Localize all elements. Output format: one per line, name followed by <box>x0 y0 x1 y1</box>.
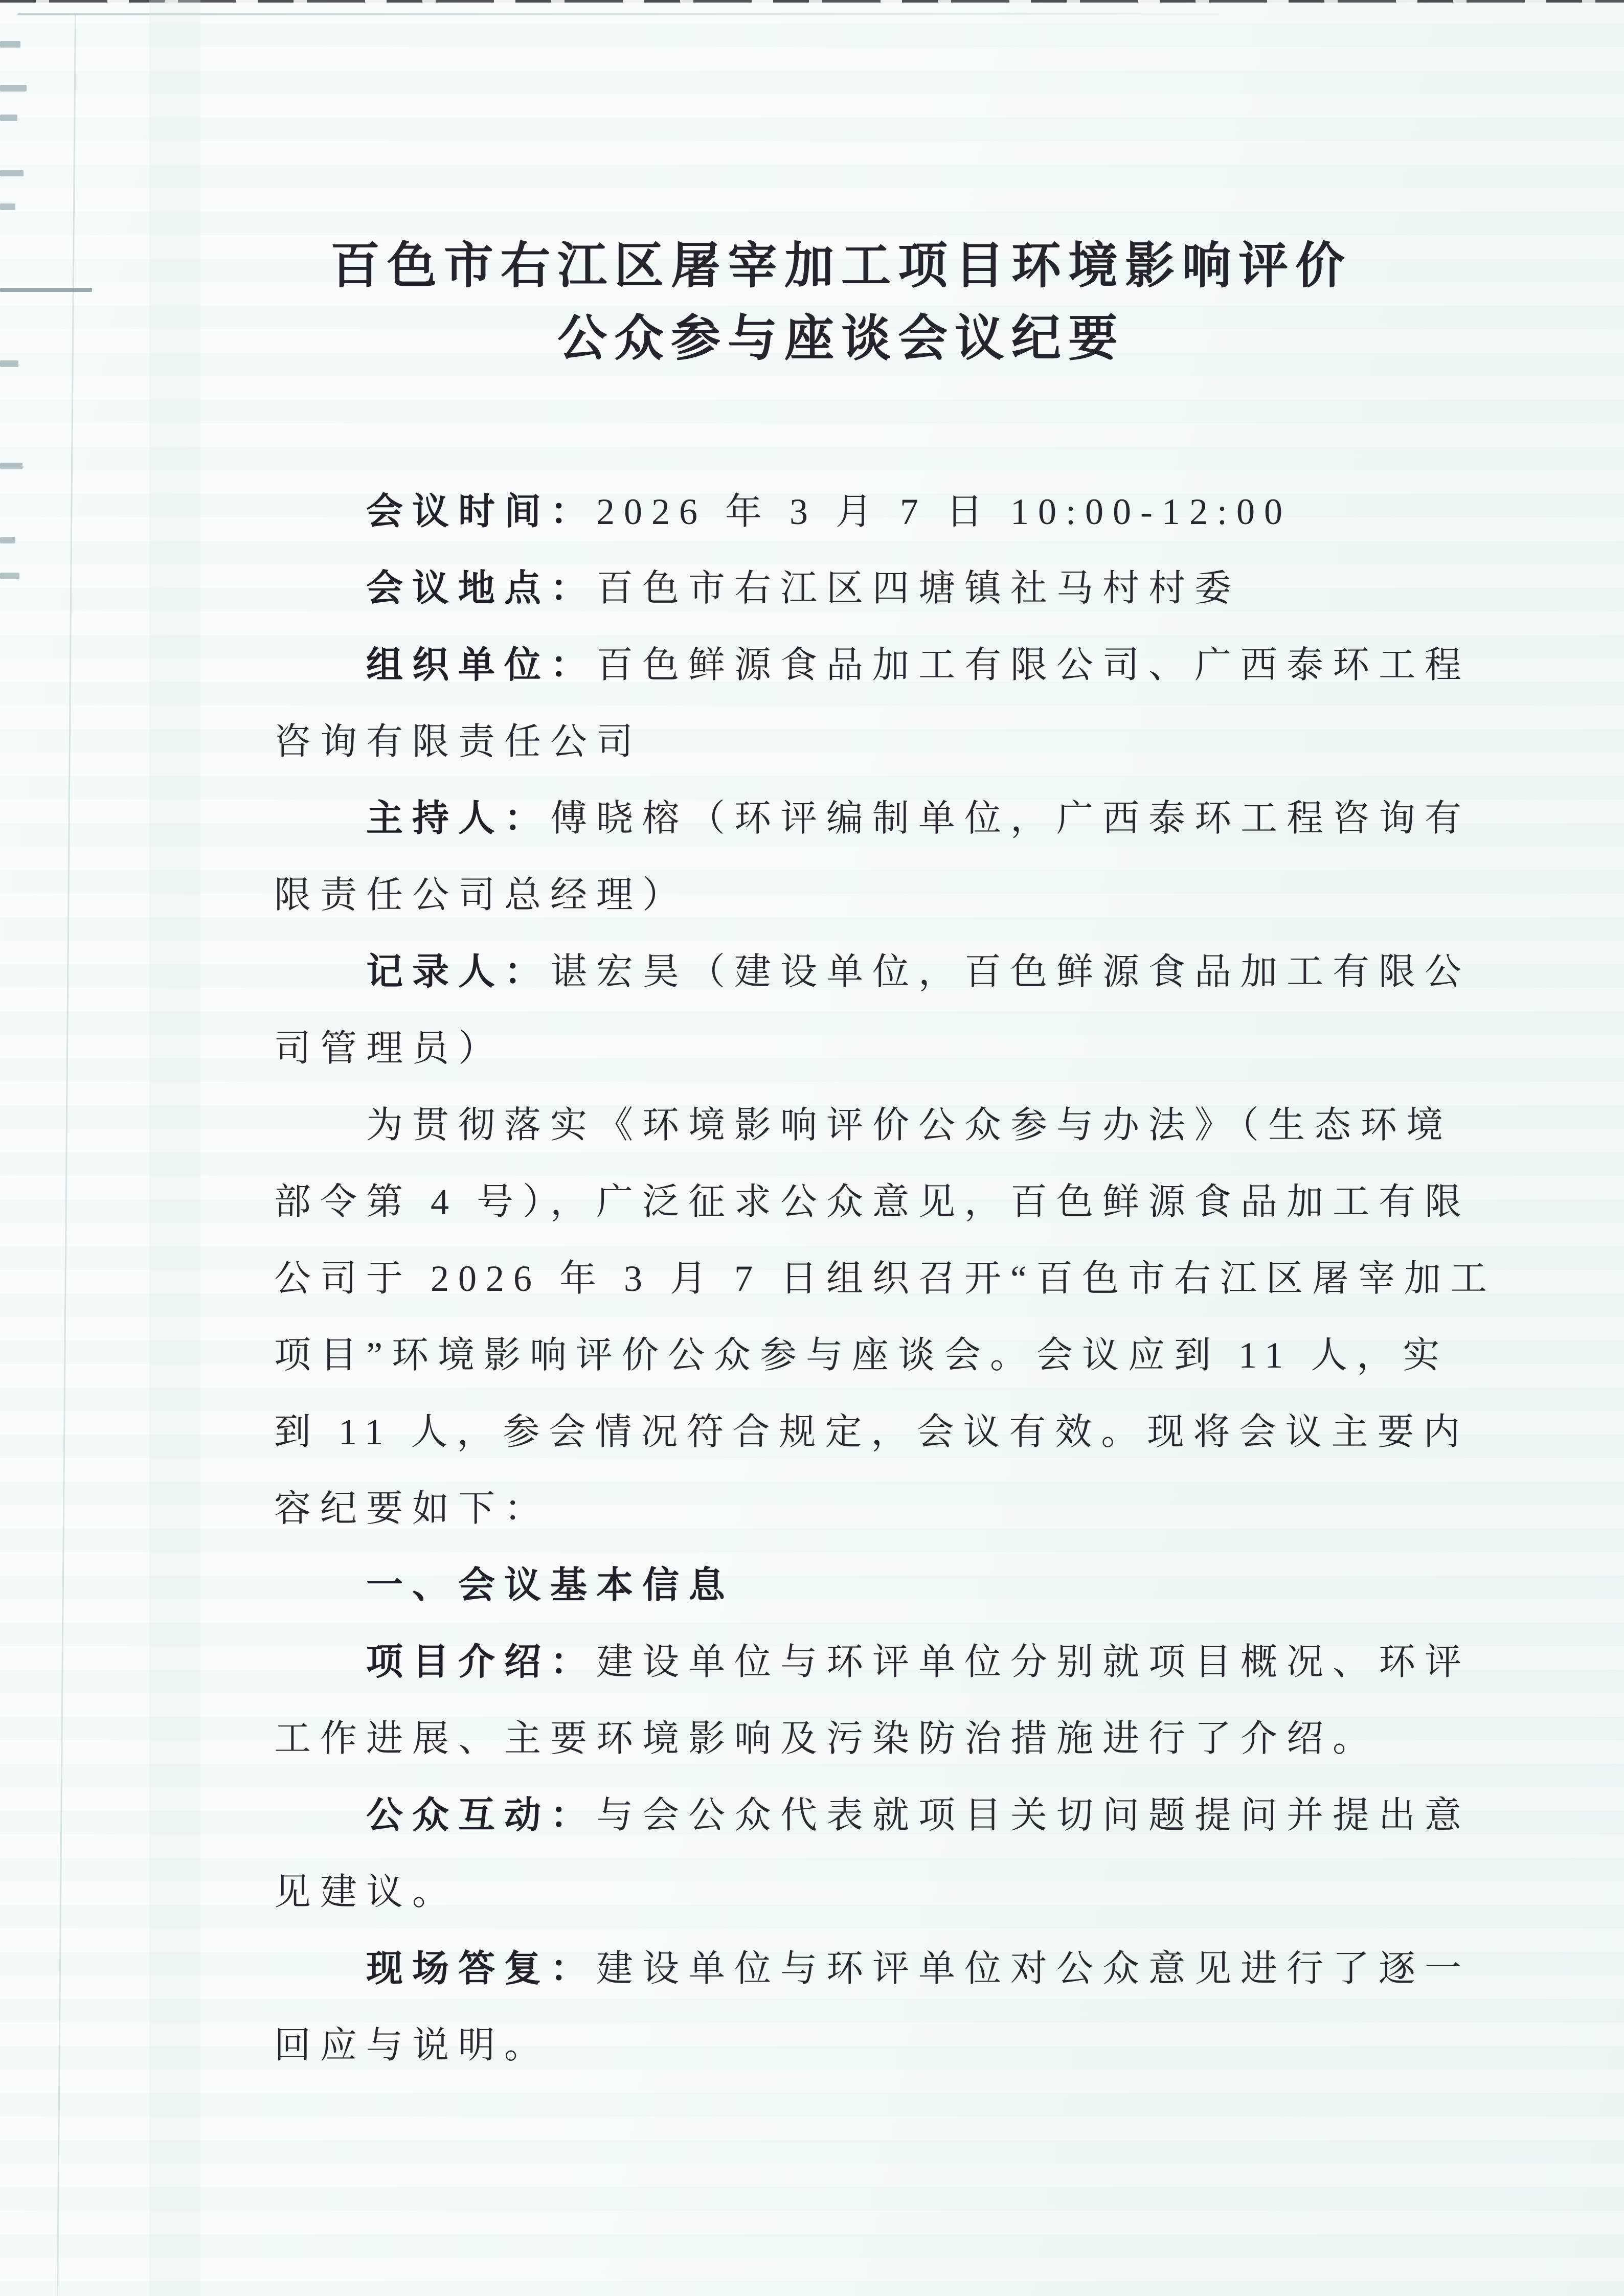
body-line <box>274 1930 1471 2007</box>
body-line <box>274 1164 1471 1240</box>
scan-left-edge-line-artifact <box>57 14 76 2296</box>
line-text: 项目”环境影响评价公众参与座谈会。会议应到 11 人，实 <box>274 1335 1449 1376</box>
line-text: 与会公众代表就项目关切问题提问并提出意 <box>596 1795 1471 1836</box>
line-text: 限责任公司总经理） <box>274 875 689 916</box>
line-text: 咨询有限责任公司 <box>274 721 643 762</box>
scan-edge-dash <box>0 537 15 543</box>
line-label: 组织单位： <box>366 645 597 686</box>
scan-edge-dash <box>0 170 24 176</box>
line-text: 工作进展、主要环境影响及污染防治措施进行了介绍。 <box>274 1718 1379 1759</box>
body-line <box>274 1240 1496 1317</box>
line-text: 部令第 4 号），广泛征求公众意见，百色鲜源食品加工有限 <box>274 1181 1471 1222</box>
body-line <box>274 934 1471 1010</box>
body-line <box>274 1777 1471 1854</box>
body-line <box>274 1087 1453 1164</box>
body-line <box>274 780 1471 857</box>
body-line <box>274 1700 1430 1777</box>
line-label: 记录人： <box>366 951 551 992</box>
line-text: 建设单位与环评单位分别就项目概况、环评 <box>596 1642 1471 1683</box>
line-label: 现场答复： <box>366 1948 597 1989</box>
line-text: 建设单位与环评单位对公众意见进行了逐一 <box>596 1948 1471 1989</box>
scan-edge-dash <box>0 463 22 469</box>
scan-edge-dash-long <box>0 288 92 292</box>
doc-title-line-1: 百色市右江区屠宰加工项目环境影响评价 <box>330 239 1352 293</box>
body-line <box>274 627 1471 703</box>
line-text: 到 11 人，参会情况符合规定，会议有效。现将会议主要内 <box>274 1412 1470 1452</box>
line-label: 主持人： <box>366 798 551 839</box>
line-text: 见建议。 <box>274 1872 459 1913</box>
scan-edge-dash <box>0 41 20 48</box>
body-line <box>274 550 1430 627</box>
line-text: 2026 年 3 月 7 日 10:00-12:00 <box>596 491 1292 532</box>
line-text: 百色市右江区四塘镇社马村村委 <box>596 568 1241 609</box>
line-label: 会议时间： <box>366 491 597 532</box>
doc-title-line-2: 公众参与座谈会议纪要 <box>557 311 1125 366</box>
scan-edge-dash <box>0 203 15 210</box>
doc-body <box>274 473 1496 2084</box>
body-line <box>274 1854 1430 1930</box>
line-text: 傅晓榕（环评编制单位，广西泰环工程咨询有 <box>550 798 1471 839</box>
line-text: 谌宏昊（建设单位，百色鲜源食品加工有限公 <box>550 951 1471 992</box>
body-line <box>274 1547 1430 1624</box>
body-line <box>274 703 1430 780</box>
body-line <box>274 1470 1430 1547</box>
body-line <box>274 473 1430 550</box>
body-line <box>274 2007 1430 2084</box>
body-line <box>274 1624 1471 1700</box>
body-line <box>274 857 1430 934</box>
scan-edge-dash <box>0 360 18 367</box>
scan-left-band-artifact <box>149 0 200 2296</box>
line-text: 容纪要如下： <box>274 1488 551 1529</box>
scan-top-edge-artifact <box>0 0 1624 3</box>
body-line <box>274 1010 1430 1087</box>
line-label: 项目介绍： <box>366 1642 597 1683</box>
line-text: 回应与说明。 <box>274 2025 551 2066</box>
line-text: 百色鲜源食品加工有限公司、广西泰环工程 <box>596 645 1471 686</box>
body-line <box>274 1317 1449 1394</box>
body-line <box>274 1394 1470 1470</box>
line-label: 公众互动： <box>366 1795 597 1836</box>
line-label: 一、会议基本信息 <box>366 1565 735 1606</box>
line-label: 会议地点： <box>366 568 597 609</box>
line-text: 司管理员） <box>274 1028 505 1069</box>
line-text: 公司于 2026 年 3 月 7 日组织召开“百色市右江区屠宰加工 <box>274 1258 1496 1299</box>
scan-edge-dash <box>0 573 19 579</box>
line-text: 为贯彻落实《环境影响评价公众参与办法》（生态环境 <box>366 1105 1453 1146</box>
doc-title <box>266 230 1416 375</box>
scan-edge-dash <box>0 85 27 92</box>
scan-edge-dash <box>0 115 17 121</box>
